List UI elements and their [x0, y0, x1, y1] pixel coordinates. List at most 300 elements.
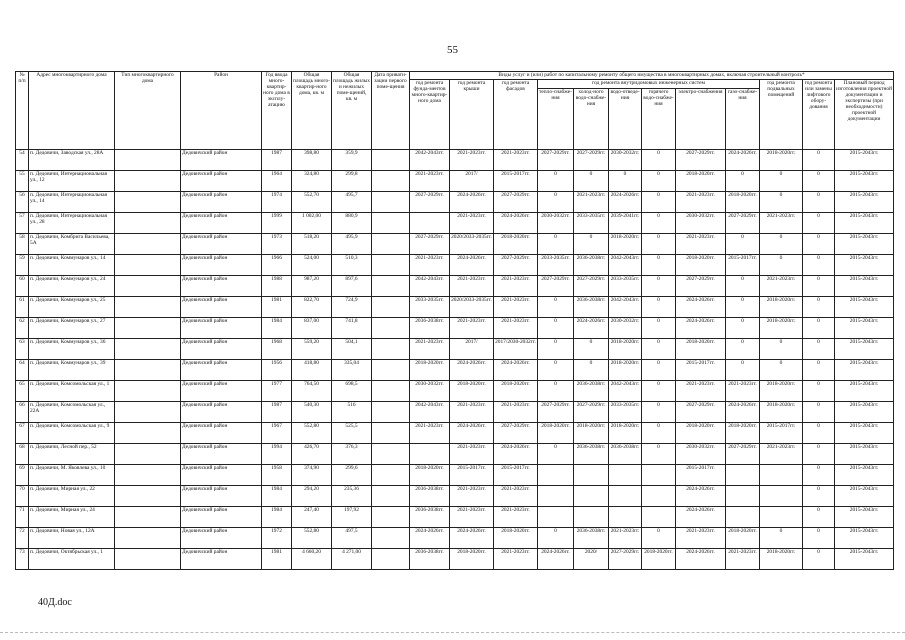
table-row	[16, 318, 894, 339]
row-basement: 2021-2023гг.	[760, 276, 803, 297]
row-address: п. Дедовичи, Комсомольская ул., 1	[29, 381, 115, 402]
row-electric: 2021-2023гг.	[676, 192, 726, 213]
row-heat: 0	[538, 381, 574, 402]
row-address: п. Дедовичи, Интернациональная ул., 12	[29, 171, 115, 192]
row-total-area: 426,70	[292, 444, 332, 465]
row-number: 70	[16, 486, 29, 507]
row-electric: 2030-2032гг.	[676, 444, 726, 465]
header-type: Тип многоквартирного дома	[115, 72, 181, 150]
row-foundation: 2042-2043гг.	[410, 150, 450, 171]
row-gas: 2018-2020гг.	[726, 192, 760, 213]
row-basement: 2021-2023гг.	[760, 444, 803, 465]
row-cold-water: 2036-2038гг.	[574, 528, 609, 549]
row-year: 1966	[262, 255, 292, 276]
row-plan-period: 2015-2043гг.	[835, 549, 894, 570]
row-roof: 2020/2033-2035гг.	[450, 234, 494, 255]
row-cold-water: 2018-2020гг.	[574, 423, 609, 444]
row-lift: 0	[803, 339, 835, 360]
row-heat: 2027-2029гг.	[538, 402, 574, 423]
row-hot-water: 0	[642, 234, 676, 255]
row-address: п. Дедовичи, Лесной пер., 52	[29, 444, 115, 465]
row-gas: 0	[726, 339, 760, 360]
row-hot-water	[642, 486, 676, 507]
footer-filename: 40Д.doc	[38, 597, 72, 608]
row-year: 1988	[262, 276, 292, 297]
row-foundation: 2021-2023гг.	[410, 423, 450, 444]
row-total-area: 524,00	[292, 255, 332, 276]
table-row	[16, 381, 894, 402]
header-gas: газо-снабже-ния	[726, 89, 760, 150]
row-drain: 2027-2029гг.	[609, 549, 642, 570]
row-cold-water: 2036-2038гг.	[574, 297, 609, 318]
row-residential-area: 197,92	[332, 507, 372, 528]
row-electric: 2030-2032гг.	[676, 213, 726, 234]
row-drain	[609, 486, 642, 507]
row-number: 65	[16, 381, 29, 402]
row-foundation: 2018-2020гг.	[410, 465, 450, 486]
row-cold-water: 2020/	[574, 549, 609, 570]
capital-repair-table	[15, 71, 894, 570]
row-roof: 2017/	[450, 339, 494, 360]
row-privatization	[372, 381, 410, 402]
row-basement: 0	[760, 234, 803, 255]
row-facade: 2024-2026гг.	[494, 444, 538, 465]
row-total-area: 4 660,20	[292, 549, 332, 570]
row-privatization	[372, 150, 410, 171]
row-foundation: 2024-2026гг.	[410, 528, 450, 549]
row-facade: 2021-2023гг.	[494, 276, 538, 297]
row-district: Дедовичский район	[181, 255, 262, 276]
row-residential-area: 359,9	[332, 150, 372, 171]
row-drain: 2018-2020гг.	[609, 339, 642, 360]
row-lift: 0	[803, 213, 835, 234]
row-lift: 0	[803, 444, 835, 465]
row-plan-period: 2015-2043гг.	[835, 507, 894, 528]
row-drain: 2039-2041гг.	[609, 213, 642, 234]
row-cold-water: 2021-2023гг.	[574, 192, 609, 213]
header-num: № п/п	[16, 72, 29, 150]
row-number: 55	[16, 171, 29, 192]
row-basement: 2018-2020гг.	[760, 297, 803, 318]
row-drain: 2018-2020гг.	[609, 360, 642, 381]
row-facade: 2021-2023гг.	[494, 486, 538, 507]
row-lift: 0	[803, 318, 835, 339]
row-residential-area: 4 271,00	[332, 549, 372, 570]
row-plan-period: 2015-2043гг.	[835, 171, 894, 192]
row-facade: 2018-2020гг.	[494, 528, 538, 549]
row-hot-water: 0	[642, 171, 676, 192]
row-hot-water	[642, 465, 676, 486]
row-residential-area: 497,5	[332, 528, 372, 549]
row-year: 1987	[262, 402, 292, 423]
row-lift: 0	[803, 192, 835, 213]
row-type	[115, 339, 181, 360]
row-total-area: 324,80	[292, 171, 332, 192]
row-foundation: 2027-2029гг.	[410, 192, 450, 213]
row-number: 64	[16, 360, 29, 381]
row-electric: 2021-2023гг.	[676, 528, 726, 549]
row-district: Дедовичский район	[181, 549, 262, 570]
row-heat: 0	[538, 171, 574, 192]
row-basement: 0	[760, 528, 803, 549]
header-drain: водо-отведе-ния	[609, 89, 642, 150]
row-heat: 0	[538, 444, 574, 465]
row-district: Дедовичский район	[181, 423, 262, 444]
row-district: Дедовичский район	[181, 192, 262, 213]
row-district: Дедовичский район	[181, 402, 262, 423]
row-year: 1984	[262, 318, 292, 339]
row-total-area: 294,20	[292, 486, 332, 507]
row-plan-period: 2015-2043гг.	[835, 276, 894, 297]
row-district: Дедовичский район	[181, 213, 262, 234]
row-heat: 2030-2032гг.	[538, 213, 574, 234]
row-type	[115, 549, 181, 570]
row-cold-water: 2027-2029гг.	[574, 150, 609, 171]
table-row	[16, 297, 894, 318]
row-district: Дедовичский район	[181, 171, 262, 192]
row-plan-period: 2015-2043гг.	[835, 381, 894, 402]
row-total-area: 822,70	[292, 297, 332, 318]
row-district: Дедовичский район	[181, 507, 262, 528]
row-lift: 0	[803, 234, 835, 255]
row-privatization	[372, 318, 410, 339]
row-electric: 2027-2029гг.	[676, 150, 726, 171]
row-lift: 0	[803, 255, 835, 276]
row-type	[115, 381, 181, 402]
row-drain: 2042-2043гг.	[609, 297, 642, 318]
row-address: п. Дедовичи, Коммунаров ул., 25	[29, 297, 115, 318]
row-roof: 2024-2026гг.	[450, 255, 494, 276]
row-roof: 2024-2026гг.	[450, 423, 494, 444]
row-residential-area: 741,8	[332, 318, 372, 339]
row-total-area: 540,30	[292, 402, 332, 423]
row-residential-area: 235,36	[332, 486, 372, 507]
row-plan-period: 2015-2043гг.	[835, 192, 894, 213]
row-gas	[726, 465, 760, 486]
row-electric: 2027-2029гг.	[676, 276, 726, 297]
table-row	[16, 402, 894, 423]
row-gas: 0	[726, 360, 760, 381]
row-facade: 2021-2023гг.	[494, 150, 538, 171]
row-total-area: 559,20	[292, 339, 332, 360]
row-number: 61	[16, 297, 29, 318]
row-address: п. Дедовичи, Коммунаров ул., 24	[29, 276, 115, 297]
row-drain: 2033-2035гг.	[609, 402, 642, 423]
row-drain: 0	[609, 171, 642, 192]
row-electric: 2021-2023гг.	[676, 234, 726, 255]
row-lift: 0	[803, 528, 835, 549]
row-year: 1994	[262, 444, 292, 465]
row-residential-area: 724,9	[332, 297, 372, 318]
row-facade: 2015-2017гг.	[494, 171, 538, 192]
row-district: Дедовичский район	[181, 381, 262, 402]
row-address: п. Дедовичи, Октябрьская ул., 1	[29, 549, 115, 570]
row-privatization	[372, 234, 410, 255]
row-district: Дедовичский район	[181, 318, 262, 339]
row-roof: 2021-2023гг.	[450, 402, 494, 423]
row-number: 62	[16, 318, 29, 339]
row-privatization	[372, 192, 410, 213]
row-foundation: 2027-2029гг.	[410, 234, 450, 255]
row-type	[115, 297, 181, 318]
row-number: 58	[16, 234, 29, 255]
table-row	[16, 255, 894, 276]
row-drain: 2030-2032гг.	[609, 318, 642, 339]
row-type	[115, 255, 181, 276]
row-number: 66	[16, 402, 29, 423]
row-residential-area: 510,3	[332, 255, 372, 276]
row-privatization	[372, 402, 410, 423]
row-privatization	[372, 507, 410, 528]
row-electric: 2018-2020гг.	[676, 255, 726, 276]
table-row	[16, 150, 894, 171]
table-row	[16, 549, 894, 570]
row-roof: 2021-2023гг.	[450, 276, 494, 297]
row-roof: 2021-2023гг.	[450, 486, 494, 507]
row-foundation: 2030-2032гг.	[410, 381, 450, 402]
row-facade: 2021-2023гг.	[494, 549, 538, 570]
row-privatization	[372, 276, 410, 297]
row-heat: 0	[538, 234, 574, 255]
row-roof: 2021-2023гг.	[450, 507, 494, 528]
row-cold-water: 2033-2035гг.	[574, 213, 609, 234]
row-total-area: 552,80	[292, 423, 332, 444]
row-privatization	[372, 171, 410, 192]
table-row	[16, 423, 894, 444]
row-lift: 0	[803, 507, 835, 528]
row-gas: 2027-2029гг.	[726, 213, 760, 234]
table-row	[16, 465, 894, 486]
row-lift: 0	[803, 297, 835, 318]
row-drain: 2024-2026гг.	[609, 192, 642, 213]
row-district: Дедовичский район	[181, 276, 262, 297]
row-year: 1958	[262, 465, 292, 486]
row-heat: 2024-2026гг.	[538, 549, 574, 570]
row-lift: 0	[803, 549, 835, 570]
row-hot-water: 0	[642, 318, 676, 339]
row-foundation	[410, 444, 450, 465]
row-gas: 0	[726, 171, 760, 192]
row-privatization	[372, 255, 410, 276]
row-drain: 2036-2038гг.	[609, 444, 642, 465]
row-total-area: 398,80	[292, 150, 332, 171]
table-row	[16, 234, 894, 255]
row-residential-area: 495,7	[332, 192, 372, 213]
row-year: 1977	[262, 381, 292, 402]
header-district: Район	[181, 72, 262, 150]
row-hot-water: 0	[642, 339, 676, 360]
row-basement: 0	[760, 192, 803, 213]
row-type	[115, 192, 181, 213]
row-lift: 0	[803, 360, 835, 381]
row-number: 69	[16, 465, 29, 486]
row-residential-area: 698,5	[332, 381, 372, 402]
row-heat	[538, 486, 574, 507]
table-row	[16, 213, 894, 234]
row-year: 1984	[262, 507, 292, 528]
row-district: Дедовичский район	[181, 465, 262, 486]
row-cold-water: 2027-2029гг.	[574, 276, 609, 297]
row-plan-period: 2015-2043гг.	[835, 486, 894, 507]
row-cold-water: 2027-2029гг.	[574, 402, 609, 423]
row-drain: 2042-2043гг.	[609, 255, 642, 276]
table-row	[16, 528, 894, 549]
row-address: п. Дедовичи, М. Яковлева ул., 10	[29, 465, 115, 486]
row-heat: 0	[538, 360, 574, 381]
row-basement	[760, 507, 803, 528]
row-electric: 2024-2026гг.	[676, 297, 726, 318]
row-foundation: 2042-2043гг.	[410, 276, 450, 297]
header-foundation: год ремонта фунда-ментов много-квартир-ного дома	[410, 80, 450, 150]
row-lift: 0	[803, 381, 835, 402]
row-hot-water: 2018-2020гг.	[642, 549, 676, 570]
row-type	[115, 507, 181, 528]
row-number: 60	[16, 276, 29, 297]
row-total-area: 518,20	[292, 234, 332, 255]
row-privatization	[372, 465, 410, 486]
header-services-group: Виды услуг и (или) работ по капитальному ремонту общего имущества в многоквартирных домах, включая строительный контроль*	[410, 72, 894, 80]
row-electric: 2024-2026гг.	[676, 318, 726, 339]
row-heat: 0	[538, 192, 574, 213]
row-residential-area: 880,9	[332, 213, 372, 234]
row-electric: 2024-2026гг.	[676, 507, 726, 528]
row-residential-area: 376,3	[332, 444, 372, 465]
row-foundation: 2042-2043гг.	[410, 402, 450, 423]
row-type	[115, 234, 181, 255]
row-electric: 2018-2020гг.	[676, 171, 726, 192]
row-facade: 2024-2026гг.	[494, 360, 538, 381]
header-lift: год ремонта или замены лифтового обору-дования	[803, 80, 835, 150]
header-address: Адрес многоквартирного дома	[29, 72, 115, 150]
row-drain	[609, 465, 642, 486]
table-row	[16, 486, 894, 507]
row-hot-water: 0	[642, 150, 676, 171]
row-district: Дедовичский район	[181, 360, 262, 381]
row-hot-water: 0	[642, 276, 676, 297]
header-electric: электро-снабжения	[676, 89, 726, 150]
row-facade: 2017/2030-2032гг.	[494, 339, 538, 360]
row-gas	[726, 507, 760, 528]
row-foundation: 2033-2035гг.	[410, 297, 450, 318]
row-foundation: 2036-2038гг.	[410, 318, 450, 339]
page-edge	[0, 632, 905, 634]
row-total-area: 552,80	[292, 528, 332, 549]
row-facade: 2021-2023гг.	[494, 297, 538, 318]
row-lift: 0	[803, 150, 835, 171]
row-total-area: 764,50	[292, 381, 332, 402]
row-residential-area: 335,04	[332, 360, 372, 381]
row-address: п. Дедовичи, Интернациональная ул., 28	[29, 213, 115, 234]
row-hot-water: 0	[642, 360, 676, 381]
row-hot-water: 0	[642, 423, 676, 444]
row-type	[115, 486, 181, 507]
row-heat: 0	[538, 297, 574, 318]
row-gas: 2018-2020гг.	[726, 528, 760, 549]
row-hot-water: 0	[642, 528, 676, 549]
row-gas: 2024-2026гг.	[726, 150, 760, 171]
row-address: п. Дедовичи, Коммунаров ул., 36	[29, 339, 115, 360]
row-address: п. Дедовичи, Комсомольская ул., 9	[29, 423, 115, 444]
header-total-area: Общая площадь много-квартир-ного дома, кв. м	[292, 72, 332, 150]
row-number: 72	[16, 528, 29, 549]
row-basement: 0	[760, 171, 803, 192]
row-foundation: 2018-2020гг.	[410, 360, 450, 381]
row-drain: 2042-2043гг.	[609, 381, 642, 402]
row-number: 54	[16, 150, 29, 171]
row-gas: 2024-2026гг.	[726, 402, 760, 423]
header-residential-area: Общая площадь жилых и нежилых поме-щений, кв. м	[332, 72, 372, 150]
row-year: 1981	[262, 297, 292, 318]
row-facade: 2018-2020гг.	[494, 381, 538, 402]
row-heat: 2027-2029гг.	[538, 150, 574, 171]
row-hot-water: 0	[642, 192, 676, 213]
row-roof: 2021-2023гг.	[450, 150, 494, 171]
row-basement: 2018-2020гг.	[760, 402, 803, 423]
row-facade: 2021-2023гг.	[494, 402, 538, 423]
row-residential-area: 299,6	[332, 465, 372, 486]
row-hot-water: 0	[642, 255, 676, 276]
row-district: Дедовичский район	[181, 486, 262, 507]
row-basement: 2018-2020гг.	[760, 549, 803, 570]
row-electric: 2018-2020гг.	[676, 423, 726, 444]
row-hot-water: 0	[642, 444, 676, 465]
row-cold-water: 2036-2038гг.	[574, 381, 609, 402]
row-number: 63	[16, 339, 29, 360]
row-facade: 2024-2026гг.	[494, 213, 538, 234]
row-type	[115, 276, 181, 297]
row-foundation: 2036-2038гг.	[410, 507, 450, 528]
row-residential-area: 516	[332, 402, 372, 423]
row-type	[115, 150, 181, 171]
header-facade: год ремонта фасадов	[494, 80, 538, 150]
row-plan-period: 2015-2043гг.	[835, 402, 894, 423]
header-engineering-group: год ремонта внутридомовых инженерных систем	[538, 80, 760, 89]
row-basement: 0	[760, 360, 803, 381]
row-total-area: 1 002,00	[292, 213, 332, 234]
row-drain: 2033-2035гг.	[609, 276, 642, 297]
row-facade: 2027-2029гг.	[494, 192, 538, 213]
row-cold-water	[574, 486, 609, 507]
row-number: 59	[16, 255, 29, 276]
row-year: 1972	[262, 528, 292, 549]
row-district: Дедовичский район	[181, 528, 262, 549]
row-residential-area: 495,9	[332, 234, 372, 255]
row-address: п. Дедовичи, Мирная ул., 24	[29, 507, 115, 528]
row-plan-period: 2015-2043гг.	[835, 465, 894, 486]
row-plan-period: 2015-2043гг.	[835, 423, 894, 444]
row-plan-period: 2015-2043гг.	[835, 528, 894, 549]
row-district: Дедовичский район	[181, 444, 262, 465]
row-type	[115, 402, 181, 423]
header-basement: год ремонта подвальных помещений	[760, 80, 803, 150]
row-roof: 2017/	[450, 171, 494, 192]
row-address: п. Дедовичи, Мирная ул., 22	[29, 486, 115, 507]
row-cold-water: 2036-2038гг.	[574, 444, 609, 465]
row-year: 1956	[262, 360, 292, 381]
row-hot-water: 0	[642, 297, 676, 318]
table-row	[16, 171, 894, 192]
row-cold-water	[574, 507, 609, 528]
row-gas: 0	[726, 318, 760, 339]
row-number: 67	[16, 423, 29, 444]
row-hot-water	[642, 507, 676, 528]
row-type	[115, 465, 181, 486]
row-lift: 0	[803, 423, 835, 444]
row-roof: 2024-2026гг.	[450, 528, 494, 549]
row-roof: 2020/2033-2035гг.	[450, 297, 494, 318]
row-cold-water: 0	[574, 234, 609, 255]
row-gas: 2015-2017гг.	[726, 255, 760, 276]
